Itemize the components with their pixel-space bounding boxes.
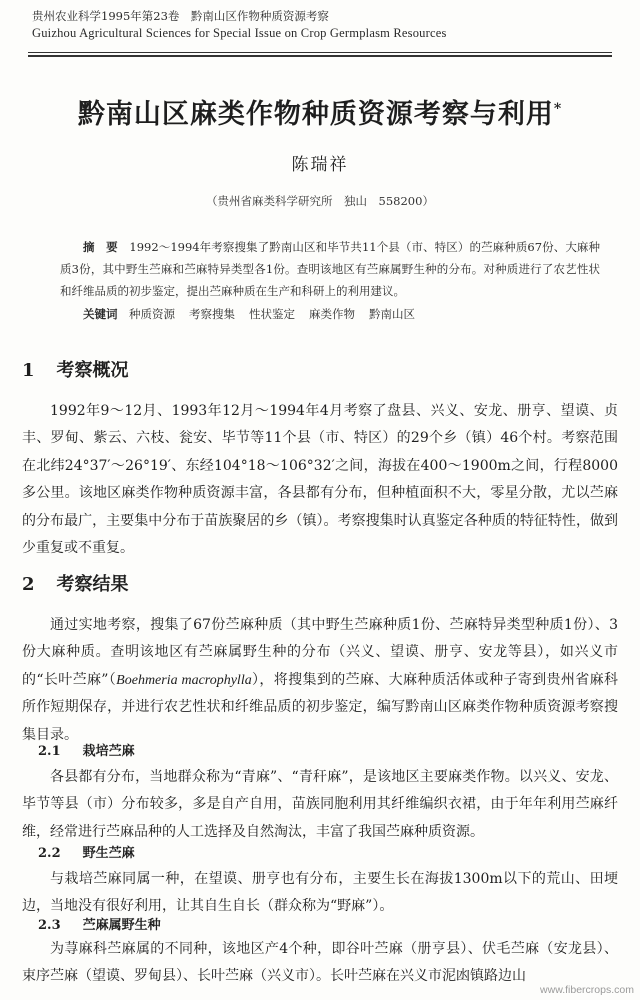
author-name: 陈瑞祥 xyxy=(291,155,349,175)
author-affiliation: （贵州省麻类科学研究所 独山 558200） xyxy=(206,194,434,208)
subsection-heading-2-3 xyxy=(38,914,161,933)
keywords-label: 关键词 xyxy=(83,307,118,321)
keywords xyxy=(60,304,600,324)
running-header xyxy=(32,8,612,42)
header-rule-thin xyxy=(28,52,612,53)
subsection-title: 野生苎麻 xyxy=(82,846,135,861)
title-text: 黔南山区麻类作物种质资源考察与利用 xyxy=(77,99,554,130)
keyword: 性状鉴定 xyxy=(249,307,295,321)
keyword: 麻类作物 xyxy=(309,307,355,321)
subsection-2-2-paragraph: 与栽培苎麻同属一种，在望谟、册亨也有分布，主要生长在海拔1300m以下的荒山、田埂边，当地没有很好利用，让其自生自长（群众称为“野麻”）。 xyxy=(22,871,618,915)
abstract xyxy=(60,236,600,302)
keyword: 考察搜集 xyxy=(189,307,235,321)
section-1-paragraph: 1992年9～12月、1993年12月～1994年4月考察了盘县、兴义、安龙、册亨、望谟、贞丰、罗甸、紫云、六枝、瓮安、毕节等11个县（市、特区）的29个乡（镇）46个村。考察范围在北纬24°37′～26°19′、东经104°18～106°32′之间，海拔在400～1900m之间，行程8000多公里。该地区麻类作物种质资源丰富，各县都有分布，但种植面积不大，零星分散，尤以苎麻的分布最广，主要集中分布于苗族聚居的乡（镇）。考察搜集时认真鉴定各种质的特征特性，做到少重复或不重复。 xyxy=(22,403,618,557)
subsection-2-3-paragraph: 为荨麻科苎麻属的不同种，该地区产4个种，即谷叶苎麻（册亨县）、伏毛苎麻（安龙县）、束序苎麻（望谟、罗甸县）、长叶苎麻（兴义市）。长叶苎麻在兴义市泥凼镇路边山 xyxy=(22,941,618,985)
section-2-paragraph xyxy=(22,612,618,749)
abstract-text: 1992～1994年考察搜集了黔南山区和毕节共11个县（市、特区）的苎麻种质67份、大麻种质3份，其中野生苎麻和苎麻特异类型各1份。查明该地区有苎麻属野生种的分布。对种质进行了农艺性状和纤维品质的初步鉴定，提出苎麻种质在生产和科研上的利用建议。 xyxy=(60,240,601,298)
subsection-title: 苎麻属野生种 xyxy=(82,918,161,933)
article-title xyxy=(0,92,640,131)
section-heading-1 xyxy=(22,356,129,382)
section-number: 1 xyxy=(22,360,35,381)
latin-species-name: Boehmeria macrophylla xyxy=(116,672,252,688)
section-title: 考察概况 xyxy=(56,360,129,381)
section-number: 2 xyxy=(22,574,35,595)
section-2-text-before: 通过实地考察，搜集了67份苎麻种质（其中野生苎麻种质1份、苎麻特异类型种质1份）、3份大麻种质。查明该地区有苎麻属野生种的分布（兴义、望谟、册亨、安龙等县），如兴义市的“长叶苎麻”（ xyxy=(22,617,618,688)
subsection-number: 2.3 xyxy=(38,918,61,933)
title-footnote-mark: * xyxy=(553,101,563,117)
subsection-heading-2-1 xyxy=(38,740,135,759)
keyword: 黔南山区 xyxy=(369,307,415,321)
section-2-text-after: ），将搜集到的苎麻、大麻种质活体或种子寄到贵州省麻科所作短期保存，并进行农艺性状和纤维品质的初步鉴定，编写黔南山区麻类作物种质资源考察搜集目录。 xyxy=(22,671,618,743)
section-heading-2 xyxy=(22,570,129,596)
keyword: 种质资源 xyxy=(129,307,175,321)
journal-line-english: Guizhou Agricultural Sciences for Special Issue on Crop Germplasm Resources xyxy=(32,26,447,40)
subsection-number: 2.1 xyxy=(38,744,61,759)
site-watermark: www.fibercrops.com xyxy=(540,984,634,996)
subsection-number: 2.2 xyxy=(38,846,61,861)
abstract-label: 摘 要 xyxy=(83,240,118,254)
subsection-heading-2-2 xyxy=(38,842,135,861)
header-rule-thick xyxy=(28,55,612,57)
journal-line: 贵州农业科学1995年第23卷 黔南山区作物种质资源考察 xyxy=(32,9,329,23)
subsection-2-1-paragraph: 各县都有分布，当地群众称为“青麻”、“青秆麻”，是该地区主要麻类作物。以兴义、安龙、毕节等县（市）分布较多，多是自产自用，苗族同胞利用其纤维编织衣裙，由于年年利用苎麻纤维，经常进行苎麻品种的人工选择及自然淘汰，丰富了我国苎麻种质资源。 xyxy=(22,769,618,840)
subsection-title: 栽培苎麻 xyxy=(82,744,135,759)
section-title: 考察结果 xyxy=(56,574,129,595)
